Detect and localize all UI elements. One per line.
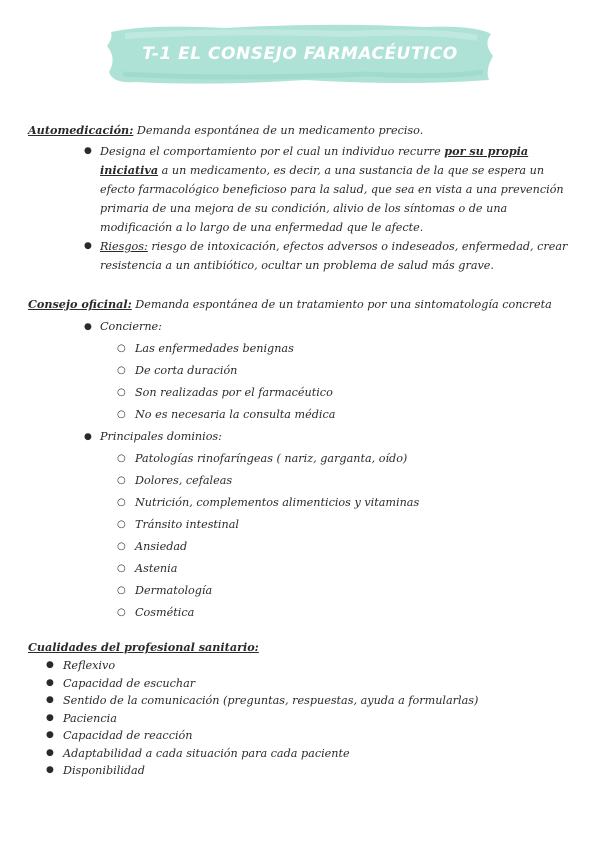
bullet-circle-icon: ○ <box>117 541 126 552</box>
term-cualidades: Cualidades del profesional sanitario: <box>28 640 259 654</box>
bullet-circle-icon: ○ <box>117 585 126 596</box>
list-item: ● Capacidad de reacción <box>28 727 578 745</box>
list-item: ● Reflexivo <box>28 657 578 675</box>
list-item: ○ Patologías rinofaríngeas ( nariz, garganta, oído) <box>28 448 578 470</box>
bullet-dot-icon: ● <box>46 677 54 688</box>
list-item: ○ De corta duración <box>28 360 578 382</box>
definition-consejo: Demanda espontánea de un tratamiento por una sintomatología concreta <box>131 298 552 311</box>
list-item: ● Adaptabilidad a cada situación para cada paciente <box>28 745 578 763</box>
bullet-dot-icon: ● <box>84 322 92 332</box>
label-riesgos: Riesgos: <box>100 240 148 253</box>
list-item: ● Riesgos: riesgo de intoxicación, efectos adversos o indeseados, enfermedad, crear resistencia a un antibiótico, ocultar un problema de salud más grave. <box>28 237 578 275</box>
section-consejo <box>28 293 578 624</box>
definition-automedicacion: Demanda espontánea de un medicamento preciso. <box>133 124 424 137</box>
list-item: ○ Son realizadas por el farmacéutico <box>28 382 578 404</box>
bullet-circle-icon: ○ <box>117 343 126 354</box>
bullet-circle-icon: ○ <box>117 365 126 376</box>
list-item: ○ Cosmética <box>28 602 578 624</box>
list-item: ○ No es necesaria la consulta médica <box>28 404 578 426</box>
list-item: ○ Astenia <box>28 558 578 580</box>
bullet-circle-icon: ○ <box>117 453 126 464</box>
list-item: ● Capacidad de escuchar <box>28 675 578 693</box>
section-automedicacion <box>28 121 578 275</box>
title-banner <box>105 22 495 86</box>
bullet-circle-icon: ○ <box>117 475 126 486</box>
list-item: ● Sentido de la comunicación (preguntas, respuestas, ayuda a formularlas) <box>28 692 578 710</box>
list-item: ● Principales dominios: <box>28 426 578 448</box>
bullet-dot-icon: ● <box>84 241 92 251</box>
list-item: ○ Las enfermedades benignas <box>28 338 578 360</box>
bullet-circle-icon: ○ <box>117 409 126 420</box>
list-item: ● Paciencia <box>28 710 578 728</box>
list-item: ○ Nutrición, complementos alimenticios y vitaminas <box>28 492 578 514</box>
bullet-dot-icon: ● <box>84 146 92 156</box>
bullet-circle-icon: ○ <box>117 563 126 574</box>
bullet-dot-icon: ● <box>84 432 92 442</box>
page-title: T-1 EL CONSEJO FARMACÉUTICO <box>142 44 458 64</box>
list-item: ● Disponibilidad <box>28 762 578 780</box>
bullet-dot-icon: ● <box>46 730 54 740</box>
bullet-dot-icon: ● <box>46 765 54 775</box>
section-cualidades <box>28 638 578 780</box>
list-item: ● Designa el comportamiento por el cual un individuo recurre por su propia iniciativa a un medicamento, es decir, a una sustancia de la que se espera un efecto farmacológico beneficioso para la salud, que sea en vista a una prevención primaria de una mejora de su condición, alivio de los síntomas o de una modificación a lo largo de una enfermedad que le afecte. <box>84 144 564 234</box>
bullet-circle-icon: ○ <box>117 607 126 618</box>
list-item: ○ Dermatología <box>28 580 578 602</box>
bullet-dot-icon: ● <box>46 695 54 705</box>
list-item: ● Concierne: <box>28 316 578 338</box>
bullet-circle-icon: ○ <box>117 519 126 530</box>
bullet-dot-icon: ● <box>46 660 54 670</box>
list-item: ○ Dolores, cefaleas <box>28 470 578 492</box>
list-item: ○ Tránsito intestinal <box>28 514 578 536</box>
term-consejo: Consejo oficinal: <box>28 297 132 311</box>
list-item: ○ Ansiedad <box>28 536 578 558</box>
bullet-circle-icon: ○ <box>117 387 126 398</box>
bullet-circle-icon: ○ <box>117 497 126 508</box>
term-automedicacion: Automedicación: <box>28 123 134 137</box>
bullet-dot-icon: ● <box>46 712 54 723</box>
emphasis-iniciativa: por su propia iniciativa <box>100 144 529 177</box>
bullet-dot-icon: ● <box>46 747 54 758</box>
